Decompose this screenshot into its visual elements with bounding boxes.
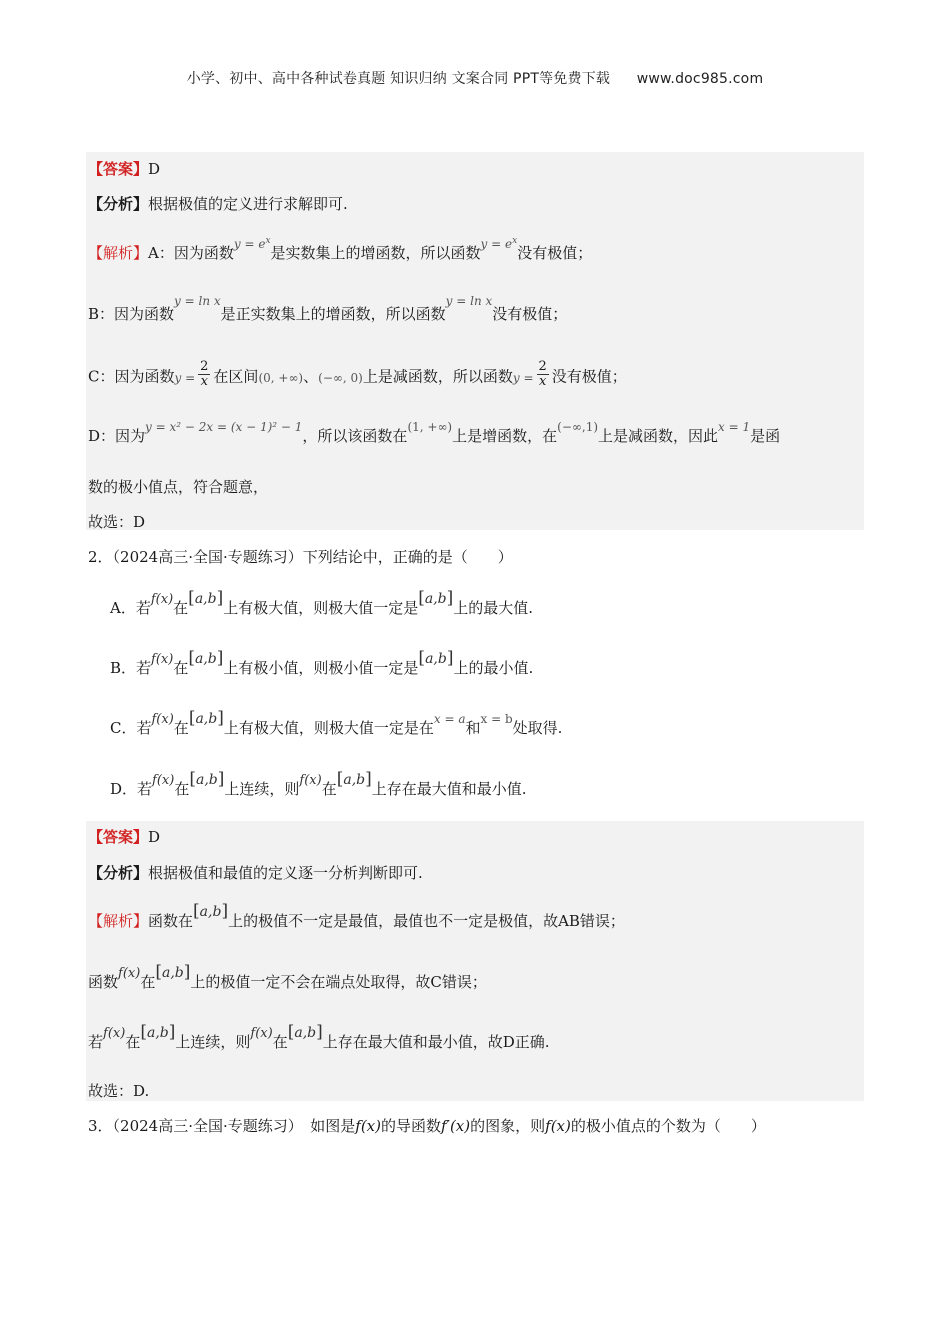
math-ex: y = ex	[233, 236, 271, 251]
q1-solution-a: 【解析】A：因为函数$^{y = e^x}$是实数集上的增函数，所以函数$^{y = e^x}$没有极值；	[88, 236, 593, 262]
math-x1: x = 1	[718, 420, 751, 434]
math-quadratic: y = x² − 2x = (x − 1)² − 1	[145, 420, 303, 434]
page-header	[0, 68, 950, 88]
interval: (0, +∞)	[258, 370, 304, 385]
header-text: 小学、初中、高中各种试卷真题 知识归纳 文案合同 PPT等免费下载	[186, 71, 611, 87]
q3-stem: 3．（2024高三·全国·专题练习） 如图是f(x)的导函数f′(x)的图象，则f(x)的极小值点的个数为（ ）	[88, 1117, 766, 1135]
q2-option-a[interactable]: A．若f(x)在[a,b]上有极大值，则极大值一定是[a,b]上的最大值.	[110, 588, 534, 617]
math-lnx: y = ln x	[174, 294, 221, 308]
q2-option-b[interactable]: B．若f(x)在[a,b]上有极小值，则极小值一定是[a,b]上的最小值.	[110, 648, 534, 677]
q2-option-c[interactable]: C．若f(x)在[a,b]上有极大值，则极大值一定是在$^{x = a}$和$^{x = b}$处取得.	[110, 708, 563, 737]
interval: (−∞, 0)	[318, 370, 363, 385]
q2-answer: 【答案】D	[88, 828, 161, 846]
q2-solution-1: 【解析】函数在[a,b]上的极值不一定是最值，最值也不一定是极值，故AB错误；	[88, 901, 625, 930]
fraction: $\frac{2}{x}$	[200, 359, 209, 389]
q1-answer: 【答案】D	[88, 160, 161, 178]
q2-solution-2: 函数f(x)在[a,b]上的极值一定不会在端点处取得，故C错误；	[88, 962, 487, 991]
q2-solution-3: 若f(x)在[a,b]上连续，则f(x)在[a,b]上存在最大值和最小值，故D正确.	[88, 1022, 550, 1051]
q1-solution-c: C：因为函数y = $\frac{2}{x}$ 在区间(0, +∞)、(−∞, 0)上是减函数，所以函数y = $\frac{2}{x}$ 没有极值；	[88, 359, 627, 389]
math-ex: y = ex	[480, 236, 518, 251]
q1-solution-b: B：因为函数$^{y = ln x}$是正实数集上的增函数，所以函数$^{y = ln x}$没有极值；	[88, 294, 568, 323]
q2-choice: 故选：D.	[88, 1082, 150, 1100]
q2-analysis: 【分析】根据极值和最值的定义逐一分析判断即可.	[88, 864, 423, 882]
q1-analysis: 【分析】根据极值的定义进行求解即可.	[88, 195, 348, 213]
interval: (−∞,1)	[557, 420, 599, 434]
interval: (1, +∞)	[407, 420, 453, 434]
header-url[interactable]: www.doc985.com	[636, 71, 764, 87]
fraction: $\frac{2}{x}$	[538, 359, 547, 389]
math-lnx: y = ln x	[445, 294, 493, 308]
q2-stem: 2．（2024高三·全国·专题练习）下列结论中，正确的是（ ）	[88, 548, 513, 566]
solution-label: 【解析】	[88, 912, 149, 930]
solution-label: 【解析】	[88, 244, 149, 262]
q1-solution-d-cont: 数的极小值点，符合题意，	[88, 478, 269, 496]
q1-choice: 故选：D	[88, 513, 146, 531]
q2-option-d[interactable]: D．若f(x)在[a,b]上连续，则f(x)在[a,b]上存在最大值和最小值.	[110, 769, 527, 798]
q1-solution-d: D：因为$^{y = x^2 - 2x = (x - 1)^2 - 1}$，所以该函数在$^{(1, +\infty)}$上是增函数，在$^{(-\infty,1)}$上是减函数，因此$^{x = 1}$是函	[88, 420, 781, 445]
